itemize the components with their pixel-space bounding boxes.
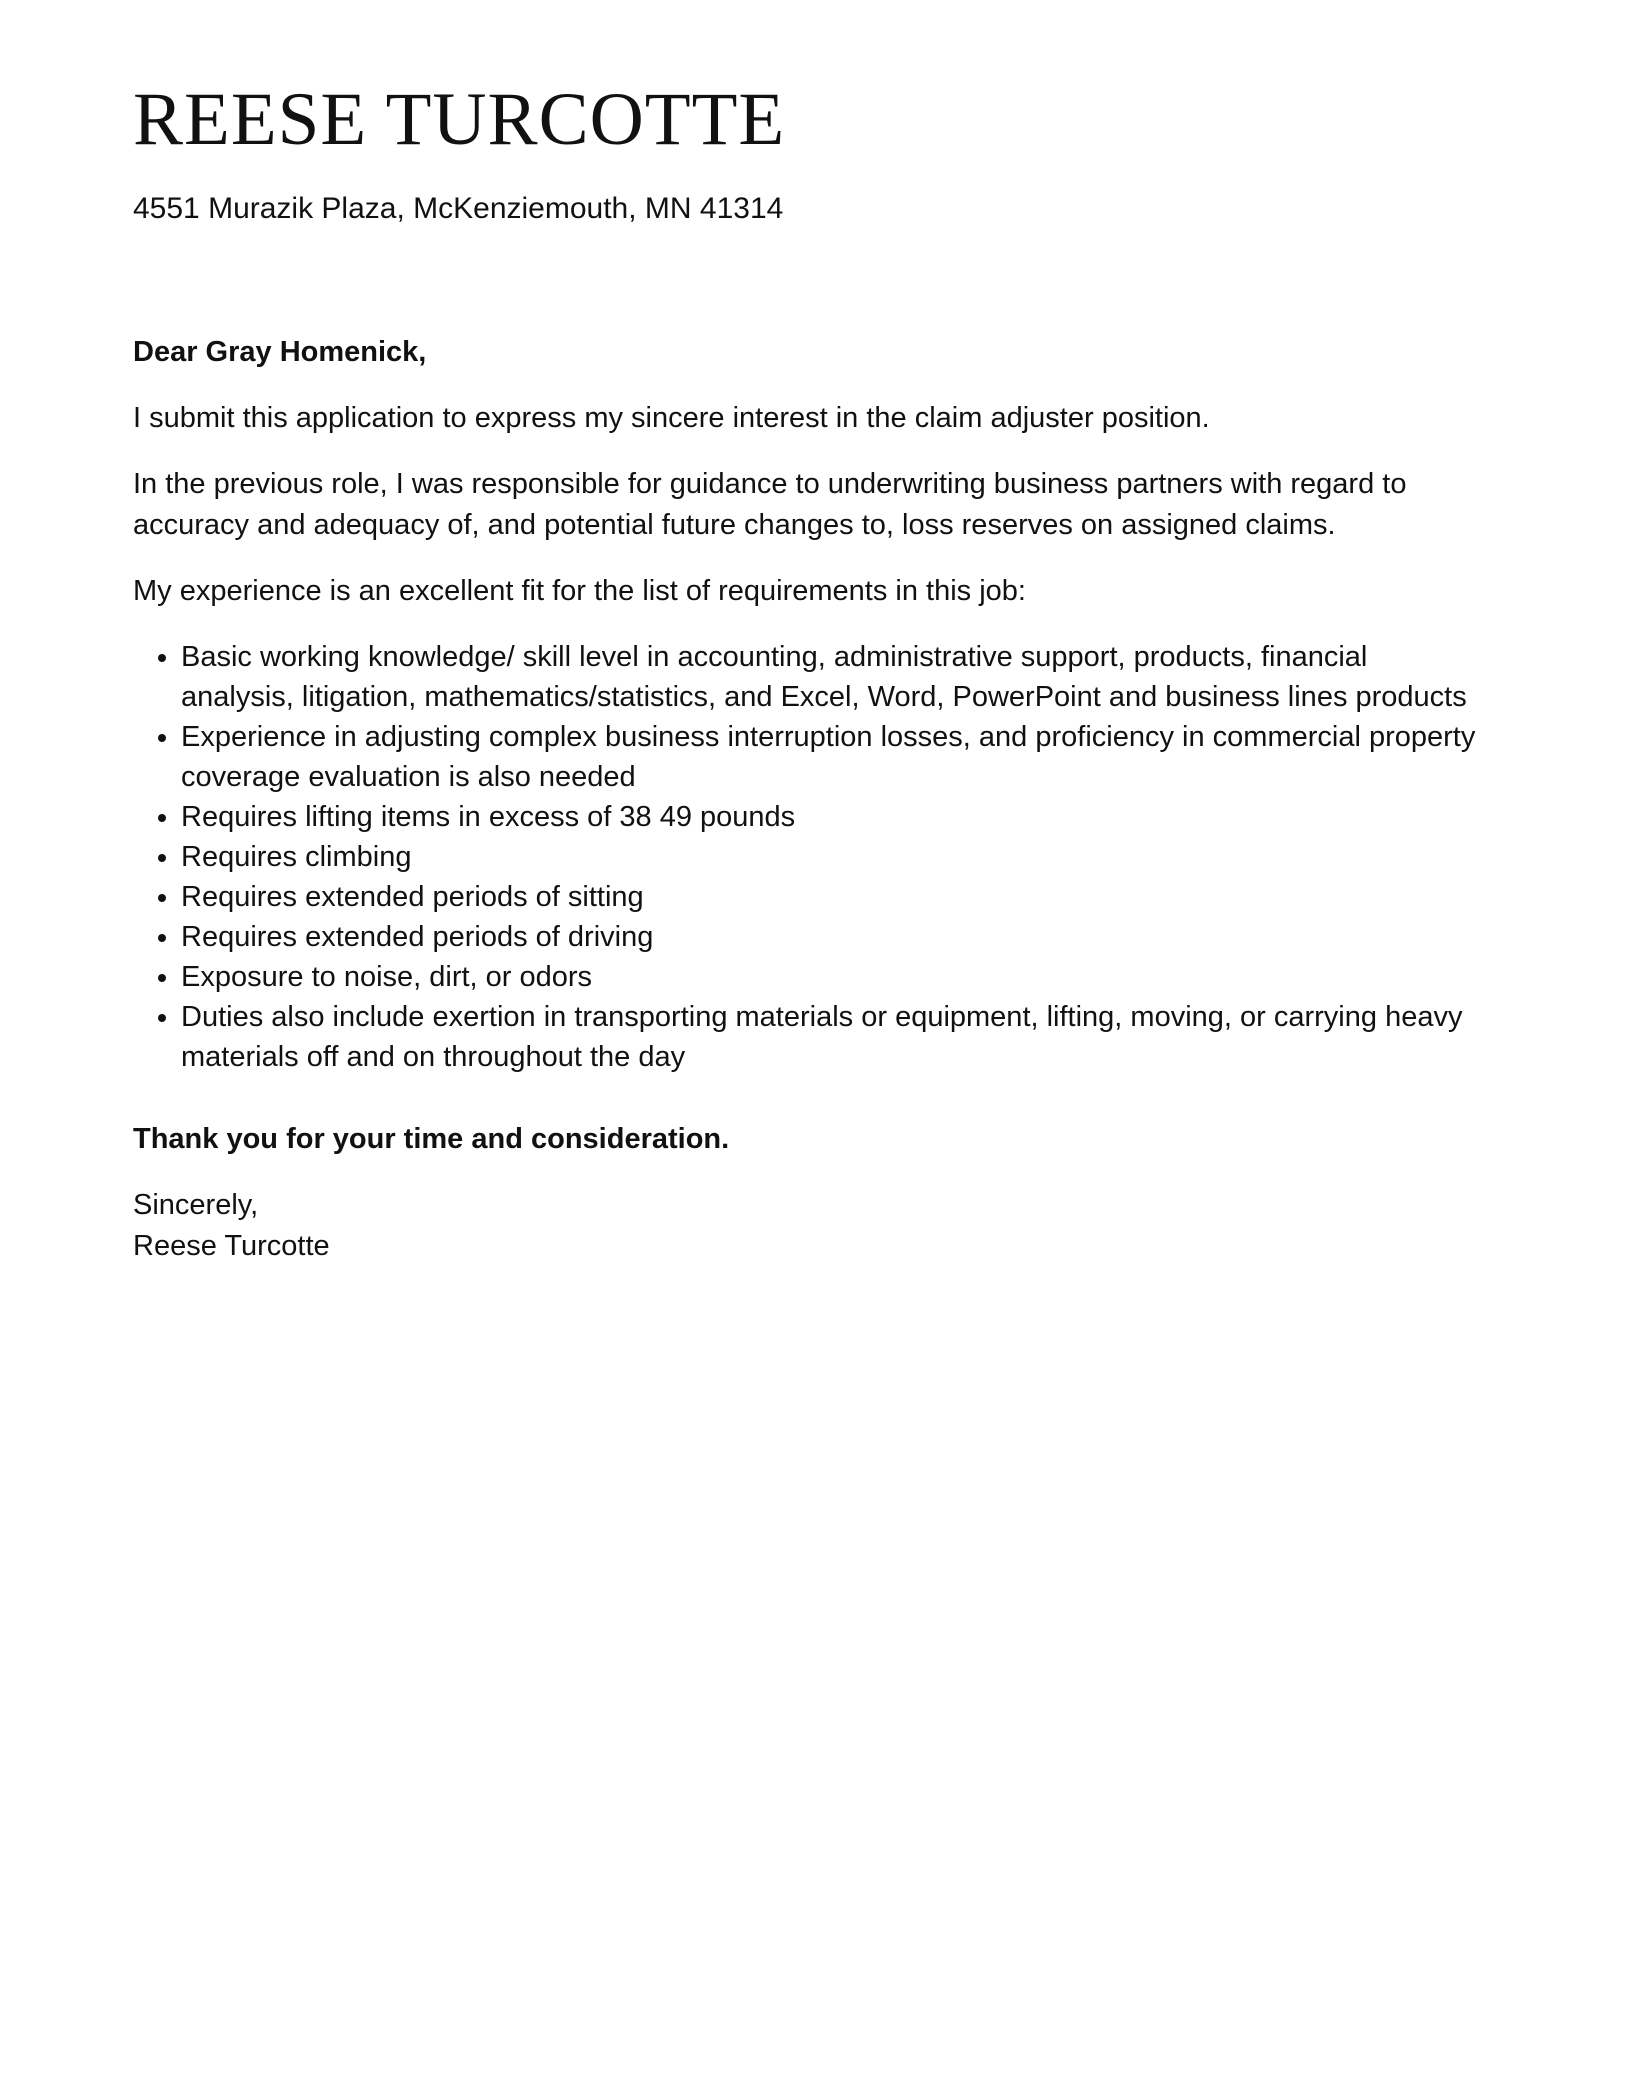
- list-item: • Requires extended periods of driving: [181, 917, 1483, 957]
- list-item: • Basic working knowledge/ skill level in accounting, administrative support, products, financial analysis, litigation, mathematics/statistics, and Excel, Word, PowerPoint and business lines products: [181, 637, 1483, 717]
- requirements-list: [133, 637, 1483, 1077]
- letter-body: [133, 332, 1483, 1292]
- signoff-block: [133, 1185, 1483, 1267]
- intro-paragraph: I submit this application to express my sincere interest in the claim adjuster position.: [133, 402, 1210, 434]
- applicant-address: 4551 Murazik Plaza, McKenziemouth, MN 41314: [133, 192, 784, 225]
- list-item: • Requires extended periods of sitting: [181, 877, 1483, 917]
- applicant-name: REESE TURCOTTE: [133, 78, 786, 161]
- list-item: • Requires lifting items in excess of 38 49 pounds: [181, 797, 1483, 837]
- list-item: • Exposure to noise, dirt, or odors: [181, 957, 1483, 997]
- list-item: • Requires climbing: [181, 837, 1483, 877]
- signature: Reese Turcotte: [133, 1230, 330, 1262]
- salutation: Dear Gray Homenick,: [133, 336, 427, 368]
- signoff: Sincerely,: [133, 1189, 259, 1221]
- requirements-intro: My experience is an excellent fit for the list of requirements in this job:: [133, 575, 1026, 607]
- list-item: • Experience in adjusting complex business interruption losses, and proficiency in commercial property coverage evaluation is also needed: [181, 717, 1483, 797]
- list-item: • Duties also include exertion in transporting materials or equipment, lifting, moving, or carrying heavy materials off and on throughout the day: [181, 997, 1483, 1077]
- experience-paragraph: In the previous role, I was responsible for guidance to underwriting business partners with regard to accuracy and adequacy of, and potential future changes to, loss reserves on assigned claims.: [133, 468, 1407, 541]
- closing-line: Thank you for your time and consideration.: [133, 1123, 730, 1155]
